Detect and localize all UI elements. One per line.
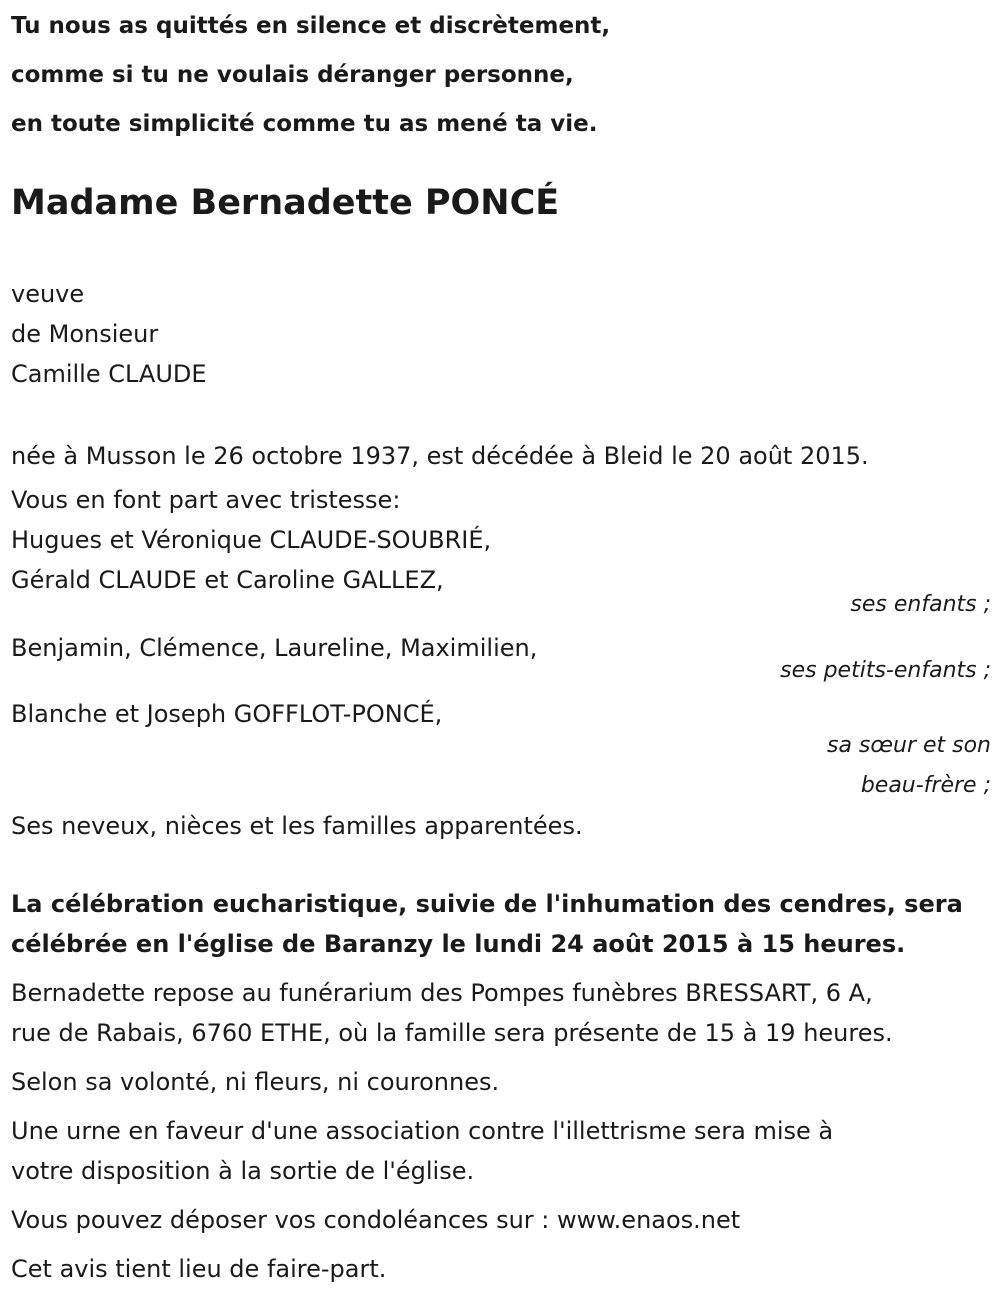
children-line: Gérald CLAUDE et Caroline GALLEZ, <box>11 566 444 594</box>
flowers-paragraph: Selon sa volonté, ni fleurs, ni couronnes. <box>11 1068 500 1096</box>
poem-line: comme si tu ne voulais déranger personne, <box>11 62 574 88</box>
poem-line: en toute simplicité comme tu as mené ta vie. <box>11 111 598 137</box>
grandchildren-line: Benjamin, Clémence, Laureline, Maximilien, <box>11 634 538 662</box>
urn-line: Une urne en faveur d'une association contre l'illettrisme sera mise à <box>11 1117 834 1145</box>
ceremony-announcement <box>11 884 991 964</box>
widow-line: de Monsieur <box>11 320 159 348</box>
deceased-name: Madame Bernadette PONCÉ <box>11 183 560 223</box>
announcement-intro: Vous en font part avec tristesse: <box>11 486 401 514</box>
funeral-home-paragraph <box>11 973 991 1053</box>
nephews-line: Ses neveux, nièces et les familles apparentées. <box>11 812 583 840</box>
poem-line: Tu nous as quittés en silence et discrètement, <box>11 13 611 39</box>
children-line: Hugues et Véronique CLAUDE-SOUBRIÉ, <box>11 526 492 554</box>
funeral-home-line: Bernadette repose au funérarium des Pompes funèbres BRESSART, 6 A, <box>11 979 873 1007</box>
children-role: ses enfants ; <box>850 592 991 617</box>
sister-role-line: sa sœur et son <box>826 733 991 758</box>
funeral-home-line: rue de Rabais, 6760 ETHE, où la famille sera présente de 15 à 19 heures. <box>11 1019 893 1047</box>
widow-of <box>11 274 991 394</box>
widow-line: veuve <box>11 280 85 308</box>
ceremony-line: La célébration eucharistique, suivie de l'inhumation des cendres, sera <box>11 890 963 918</box>
urn-paragraph <box>11 1111 991 1191</box>
poem <box>11 2 991 149</box>
sister-role <box>11 726 991 806</box>
widow-line: Camille CLAUDE <box>11 360 207 388</box>
grandchildren-role: ses petits-enfants ; <box>780 658 991 683</box>
condolences-paragraph: Vous pouvez déposer vos condoléances sur : www.enaos.net <box>11 1206 741 1234</box>
birth-death-line: née à Musson le 26 octobre 1937, est décédée à Bleid le 20 août 2015. <box>11 442 869 470</box>
ceremony-line: célébrée en l'église de Baranzy le lundi 24 août 2015 à 15 heures. <box>11 930 906 958</box>
closing-paragraph: Cet avis tient lieu de faire-part. <box>11 1255 387 1283</box>
sister-role-line: beau-frère ; <box>860 773 991 798</box>
obituary-notice <box>11 0 991 1289</box>
family-announcement <box>11 480 991 600</box>
sister-line: Blanche et Joseph GOFFLOT-PONCÉ, <box>11 700 443 728</box>
urn-line: votre disposition à la sortie de l'église. <box>11 1157 475 1185</box>
